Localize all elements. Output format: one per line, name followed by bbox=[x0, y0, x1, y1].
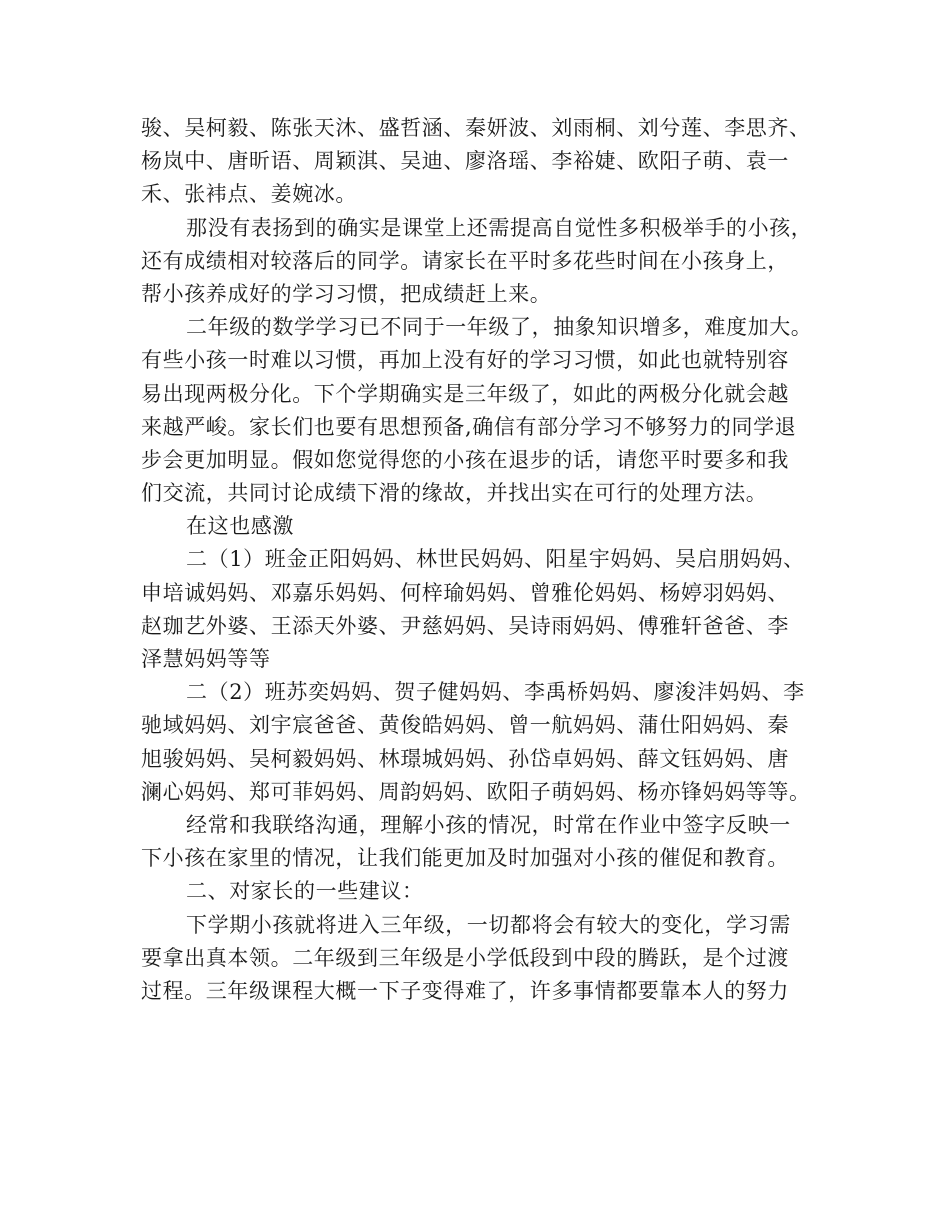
paragraph-start-line: 在这也感激 bbox=[186, 514, 294, 539]
text-line: 有些小孩一时难以习惯，再加上没有好的学习习惯，如此也就特别容 bbox=[141, 348, 789, 373]
text-line: 步会更加明显。假如您觉得您的小孩在退步的话，请您平时要多和我 bbox=[141, 447, 789, 472]
document-body bbox=[141, 112, 831, 1008]
paragraph-start-line: 经常和我联络沟通，理解小孩的情况，时常在作业中签字反映一 bbox=[186, 812, 791, 837]
paragraph-start-line: 二（1）班金正阳妈妈、林世民妈妈、阳星宇妈妈、吴启朋妈妈、 bbox=[186, 547, 805, 572]
text-line: 旭骏妈妈、吴柯毅妈妈、林璟城妈妈、孙岱卓妈妈、薛文钰妈妈、唐 bbox=[141, 746, 789, 771]
text-line: 泽慧妈妈等等 bbox=[141, 647, 271, 671]
text-line: 还有成绩相对较落后的同学。请家长在平时多花些时间在小孩身上， bbox=[141, 248, 789, 273]
text-line: 要拿出真本领。二年级到三年级是小学低段到中段的腾跃，是个过渡 bbox=[141, 945, 789, 970]
section-heading: 二、对家长的一些建议： bbox=[186, 879, 424, 904]
text-line: 易出现两极分化。下个学期确实是三年级了，如此的两极分化就会越 bbox=[141, 381, 789, 406]
text-line: 申培诚妈妈、邓嘉乐妈妈、何梓瑜妈妈、曾雅伦妈妈、杨婷羽妈妈、 bbox=[141, 580, 789, 605]
text-line: 来越严峻。家长们也要有思想预备,确信有部分学习不够努力的同学退 bbox=[141, 414, 797, 439]
text-line: 禾、张袆点、姜婉冰。 bbox=[141, 182, 357, 207]
text-line: 赵珈艺外婆、王添天外婆、尹慈妈妈、吴诗雨妈妈、傅雅轩爸爸、李 bbox=[141, 613, 789, 638]
text-line: 过程。三年级课程大概一下子变得难了，许多事情都要靠本人的努力 bbox=[141, 978, 789, 1003]
text-line: 们交流，共同讨论成绩下滑的缘故，并找出实在可行的处理方法。 bbox=[141, 481, 768, 506]
text-line: 驰域妈妈、刘宇宸爸爸、黄俊皓妈妈、曾一航妈妈、蒲仕阳妈妈、秦 bbox=[141, 713, 789, 738]
paragraph-start-line: 那没有表扬到的确实是课堂上还需提高自觉性多积极举手的小孩， bbox=[186, 215, 813, 240]
text-line: 澜心妈妈、郑可菲妈妈、周韵妈妈、欧阳子萌妈妈、杨亦锋妈妈等等。 bbox=[141, 779, 811, 804]
text-line: 杨岚中、唐昕语、周颖淇、吴迪、廖洛瑶、李裕婕、欧阳子萌、袁一 bbox=[141, 149, 789, 174]
paragraph-start-line: 二（2）班苏奕妈妈、贺子健妈妈、李禹桥妈妈、廖浚沣妈妈、李 bbox=[186, 680, 805, 705]
paragraph-start-line: 下学期小孩就将进入三年级，一切都将会有较大的变化，学习需 bbox=[186, 912, 791, 937]
text-line: 下小孩在家里的情况，让我们能更加及时加强对小孩的催促和教育。 bbox=[141, 846, 789, 871]
paragraph-start-line: 二年级的数学学习已不同于一年级了，抽象知识增多，难度加大。 bbox=[186, 315, 813, 340]
text-line: 骏、吴柯毅、陈张天沐、盛哲涵、秦妍波、刘雨桐、刘兮莲、李思齐、 bbox=[141, 116, 811, 140]
text-line: 帮小孩养成好的学习习惯，把成绩赶上来。 bbox=[141, 281, 552, 306]
